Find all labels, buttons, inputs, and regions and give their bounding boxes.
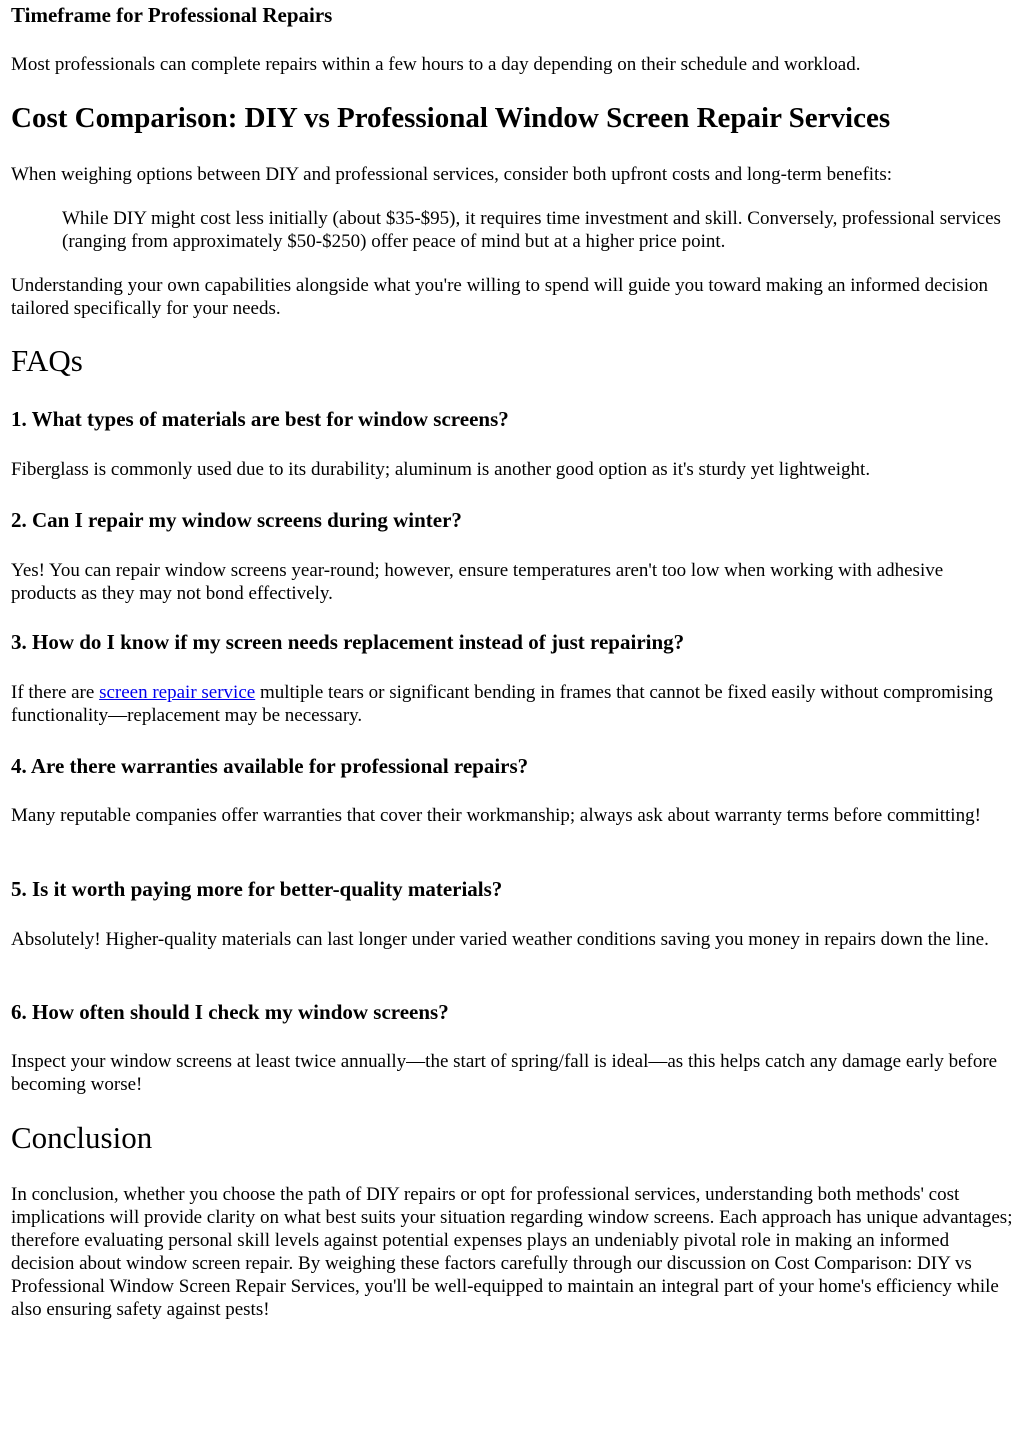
cost-comparison-quote: While DIY might cost less initially (about $35-$95), it requires time investment and skill. Conversely, professional services (ranging from approximately $50-$250) offer peace of mind but at a higher price point.: [62, 208, 1001, 252]
timeframe-heading: Timeframe for Professional Repairs: [11, 3, 333, 27]
faq-answer-3-suffix: multiple tears or significant bending in frames that cannot be fixed easily without compromising functionality—replacement may be necessary.: [11, 682, 993, 726]
conclusion-text: In conclusion, whether you choose the path of DIY repairs or opt for professional services, understanding both methods' cost implications will provide clarity on what best suits your situation regarding window screens. Each approach has unique advantages; therefore evaluating personal skill levels against potential expenses plays an undeniably pivotal role in making an informed decision about window screen repair. By weighing these factors carefully through our discussion on Cost Comparison: DIY vs Professional Window Screen Repair Services, you'll be well-equipped to maintain an integral part of your home's efficiency while also ensuring safety against pests!: [11, 1184, 1013, 1320]
faq-question-1: 1. What types of materials are best for window screens?: [11, 407, 509, 431]
faq-answer-4: Many reputable companies offer warranties that cover their workmanship; always ask about warranty terms before committing!: [11, 805, 981, 826]
conclusion-heading: Conclusion: [11, 1120, 153, 1155]
cost-comparison-outro: Understanding your own capabilities alongside what you're willing to spend will guide you toward making an informed decision tailored specifically for your needs.: [11, 275, 988, 319]
faq-question-2: 2. Can I repair my window screens during winter?: [11, 508, 462, 532]
faq-answer-3: [11, 681, 1013, 727]
faq-answer-6: Inspect your window screens at least twice annually—the start of spring/fall is ideal—as this helps catch any damage early before becoming worse!: [11, 1051, 998, 1095]
faq-question-6: 6. How often should I check my window screens?: [11, 1000, 449, 1024]
screen-repair-service-link[interactable]: screen repair service: [99, 682, 256, 703]
faq-question-5: 5. Is it worth paying more for better-quality materials?: [11, 877, 503, 901]
faq-answer-5: Absolutely! Higher-quality materials can last longer under varied weather conditions saving you money in repairs down the line.: [11, 929, 989, 950]
faqs-heading: FAQs: [11, 343, 83, 378]
faq-answer-3-prefix: If there are: [11, 682, 100, 703]
faq-question-3: 3. How do I know if my screen needs replacement instead of just repairing?: [11, 630, 685, 654]
cost-comparison-intro: When weighing options between DIY and professional services, consider both upfront costs and long-term benefits:: [11, 164, 892, 185]
timeframe-text: Most professionals can complete repairs within a few hours to a day depending on their schedule and workload.: [11, 54, 861, 75]
cost-comparison-heading: Cost Comparison: DIY vs Professional Window Screen Repair Services: [11, 102, 891, 134]
faq-answer-2: Yes! You can repair window screens year-round; however, ensure temperatures aren't too low when working with adhesive products as they may not bond effectively.: [11, 560, 944, 604]
faq-question-4: 4. Are there warranties available for professional repairs?: [11, 754, 529, 778]
faq-answer-1: Fiberglass is commonly used due to its durability; aluminum is another good option as it's sturdy yet lightweight.: [11, 459, 871, 480]
